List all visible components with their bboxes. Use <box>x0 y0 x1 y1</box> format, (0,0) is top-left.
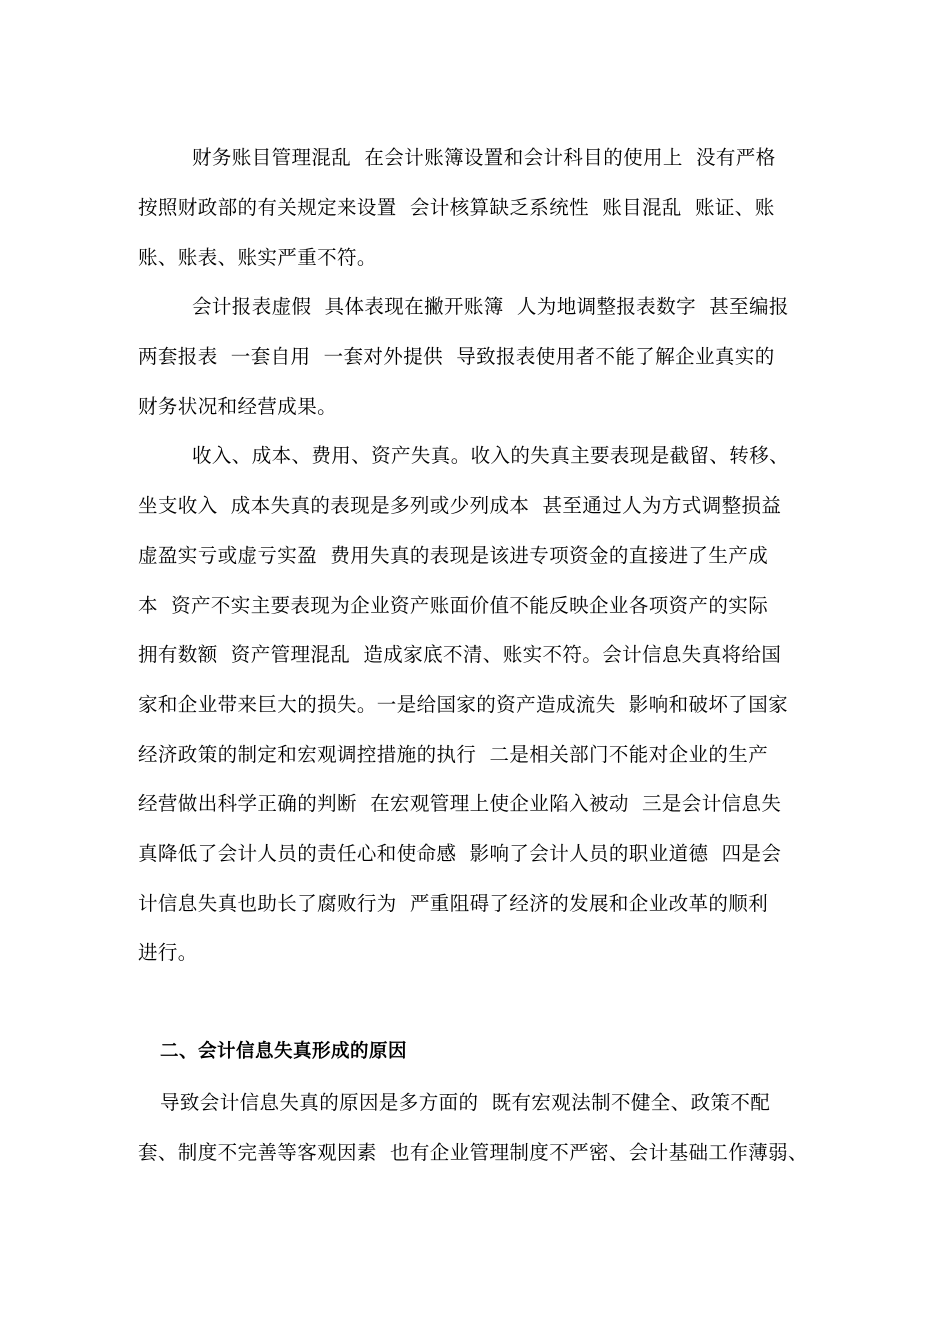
text-line: 导致会计信息失真的原因是多方面的 既有宏观法制不健全、政策不配 <box>160 1091 771 1114</box>
text-line: 账、账表、账实严重不符。 <box>138 246 377 269</box>
text-line: 收入、成本、费用、资产失真。收入的失真主要表现是截留、转移、 <box>192 444 790 467</box>
text-line: 会计报表虚假 具体表现在撇开账簿 人为地调整报表数字 甚至编报 <box>192 295 789 318</box>
text-line: 坐支收入 成本失真的表现是多列或少列成本 甚至通过人为方式调整损益 <box>138 494 782 517</box>
text-line: 两套报表 一套自用 一套对外提供 导致报表使用者不能了解企业真实的 <box>138 345 775 368</box>
text-line: 虚盈实亏或虚亏实盈 费用失真的表现是该进专项资金的直接进了生产成 <box>138 544 769 567</box>
text-line: 拥有数额 资产管理混乱 造成家底不清、账实不符。会计信息失真将给国 <box>138 643 782 666</box>
text-line: 经济政策的制定和宏观调控措施的执行 二是相关部门不能对企业的生产 <box>138 743 769 766</box>
text-line: 财务账目管理混乱 在会计账簿设置和会计科目的使用上 没有严格 <box>192 146 776 169</box>
text-line: 财务状况和经营成果。 <box>138 395 338 418</box>
text-line: 真降低了会计人员的责任心和使命感 影响了会计人员的职业道德 四是会 <box>138 842 782 865</box>
text-line: 套、制度不完善等客观因素 也有企业管理制度不严密、会计基础工作薄弱、 <box>138 1141 808 1164</box>
section-heading: 二、会计信息失真形成的原因 <box>160 1041 408 1062</box>
text-line: 家和企业带来巨大的损失。一是给国家的资产造成流失 影响和破坏了国家 <box>138 693 788 716</box>
text-line: 按照财政部的有关规定来设置 会计核算缺乏系统性 账目混乱 账证、账 <box>138 196 775 219</box>
text-line: 进行。 <box>138 941 198 964</box>
text-line: 本 资产不实主要表现为企业资产账面价值不能反映企业各项资产的实际 <box>138 594 769 617</box>
text-line: 经营做出科学正确的判断 在宏观管理上使企业陷入被动 三是会计信息失 <box>138 792 782 815</box>
text-line: 计信息失真也助长了腐败行为 严重阻碍了经济的发展和企业改革的顺利 <box>138 892 769 915</box>
